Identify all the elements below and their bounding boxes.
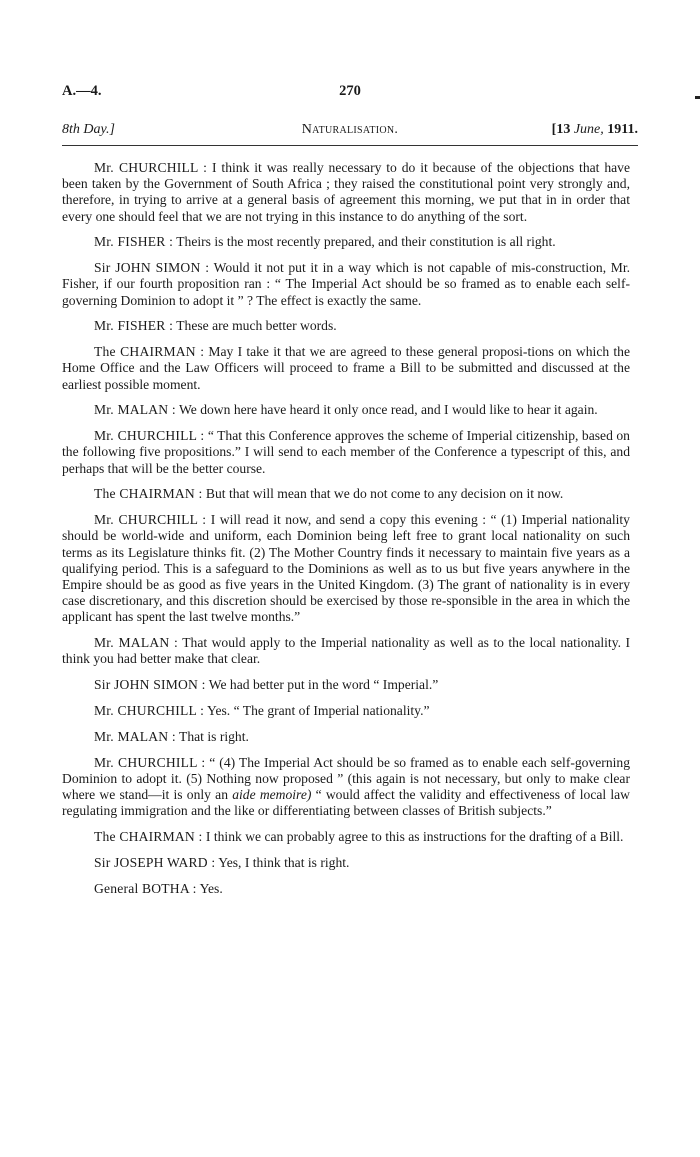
paragraph-text: We down here have heard it only once read, and I would like to hear it again. xyxy=(175,402,598,418)
speaker-name: The CHAIRMAN : xyxy=(94,486,203,502)
speaker-name: Mr. FISHER : xyxy=(94,234,174,250)
paragraph xyxy=(62,428,630,477)
paragraph xyxy=(62,881,630,897)
paragraph-text: Yes. xyxy=(196,880,223,896)
paragraph xyxy=(62,635,630,667)
paragraph xyxy=(62,512,630,625)
paragraph-text: Yes, I think that is right. xyxy=(215,854,350,870)
paragraph xyxy=(62,234,630,250)
speaker-name: Mr. FISHER : xyxy=(94,318,174,334)
paragraph xyxy=(62,318,630,334)
paragraph xyxy=(62,486,630,502)
paragraph-text: I think it was really necessary to do it because of the objections that have been taken by the Government of South Africa ; they raised the constitutional point very strongly and, therefore, in trying to arrive at a general basis of agreement this morning, we put that in in order that every one should feel that we are not trying in this instance to do anything of the sort. xyxy=(62,160,630,224)
speaker-name: The CHAIRMAN : xyxy=(94,829,203,845)
paragraph xyxy=(62,677,630,693)
paragraph-text: I think we can probably agree to this as instructions for the drafting of a Bill. xyxy=(202,829,624,845)
speaker-name: General BOTHA : xyxy=(94,880,197,896)
paragraph-text: “ That this Conference approves the scheme of Imperial citizenship, based on the following five propositions.” I will send to each member of the Conference a typescript of this, and perhaps that will be the better course. xyxy=(62,428,630,476)
speaker-name: The CHAIRMAN : xyxy=(94,344,205,360)
speaker-name: Mr. CHURCHILL : xyxy=(94,160,208,175)
speaker-name: Sir JOSEPH WARD : xyxy=(94,854,216,870)
header-rule xyxy=(62,145,638,146)
edge-mark xyxy=(695,96,700,99)
paragraph-text: I will read it now, and send a copy this evening : “ (1) Imperial nationality should be world-wide and uniform, each Dominion being left free to grant local nationality on such terms as its Legislature thinks fit. (2) The Mother Country finds it necessary to maintain five years as a qualifying period. This is a safeguard to the Dominions as well as to us but five years anywhere in the Empire should be as good as five years in the United Kingdom. (3) The grant of nationality is in every case discretionary, and this discretion should be exercised by those re-sponsible in the area in which the applicant has spent the last twelve months.” xyxy=(62,512,630,625)
speaker-name: Sir JOHN SIMON : xyxy=(94,260,210,276)
speaker-name: Mr. MALAN : xyxy=(94,728,176,744)
paragraph-text: That is right. xyxy=(175,728,249,744)
running-head-date xyxy=(552,122,638,138)
speaker-name: Mr. MALAN : xyxy=(94,635,179,651)
page-number: 270 xyxy=(339,83,361,99)
paragraph-text: We had better put in the word “ Imperial.” xyxy=(205,677,439,693)
page-top-row xyxy=(62,83,638,103)
paragraph xyxy=(62,160,630,225)
paragraph-text: But that will mean that we do not come to any decision on it now. xyxy=(202,486,564,502)
transcript-body xyxy=(62,160,630,906)
paragraph xyxy=(62,829,630,845)
running-head-day: 8th Day.] xyxy=(62,122,115,137)
paragraph-text-continued: “ would affect the validity and effectiveness of local law regulating immigration and the like or differentiating between classes of British subjects.” xyxy=(62,787,631,819)
paragraph xyxy=(62,402,630,418)
paragraph-text: That would apply to the Imperial nationality as well as to the local nationality. I think you had better make that clear. xyxy=(62,635,630,667)
paragraph-text: Would it not put it in a way which is not capable of mis-construction, Mr. Fisher, if our fourth proposition ran : “ The Imperial Act should be so framed as to enable each self-governing Dominion to adopt it ” ? The effect is exactly the same. xyxy=(62,260,630,308)
paragraph-text: May I take it that we are agreed to these general proposi-tions on which the Home Office and the Law Officers will proceed to frame a Bill to be submitted and discussed at the earliest possible moment. xyxy=(62,344,630,392)
paragraph-text: “ (4) The Imperial Act should be so framed as to enable each self-governing Dominion to adopt it. (5) Nothing now proposed ” (this again is not necessary, but only to make clear where we stand—it is only an xyxy=(62,754,630,803)
speaker-name: Mr. MALAN : xyxy=(94,402,176,418)
speaker-name: Mr. CHURCHILL : xyxy=(94,428,205,444)
paragraph xyxy=(62,344,630,393)
paragraph xyxy=(62,755,630,820)
speaker-name: Sir JOHN SIMON : xyxy=(94,677,206,693)
paragraph xyxy=(62,703,630,719)
speaker-name: Mr. CHURCHILL : xyxy=(94,754,206,770)
document-reference: A.—4. xyxy=(62,83,102,99)
speaker-name: Mr. CHURCHILL : xyxy=(94,512,207,528)
date-month: June, xyxy=(573,122,604,137)
speaker-name: Mr. CHURCHILL : xyxy=(94,703,205,719)
paragraph-text: Theirs is the most recently prepared, and their constitution is all right. xyxy=(173,234,556,250)
paragraph xyxy=(62,729,630,745)
running-head-title: Naturalisation. xyxy=(301,122,399,137)
paragraph xyxy=(62,260,630,309)
running-head xyxy=(62,122,638,144)
paragraph xyxy=(62,855,630,871)
paragraph-text: Yes. “ The grant of Imperial nationality.” xyxy=(204,703,430,719)
date-year: 1911. xyxy=(603,122,638,137)
italic-phrase: aide memoire) xyxy=(232,787,312,803)
date-prefix: [13 xyxy=(551,122,574,137)
paragraph-text: These are much better words. xyxy=(173,318,337,334)
